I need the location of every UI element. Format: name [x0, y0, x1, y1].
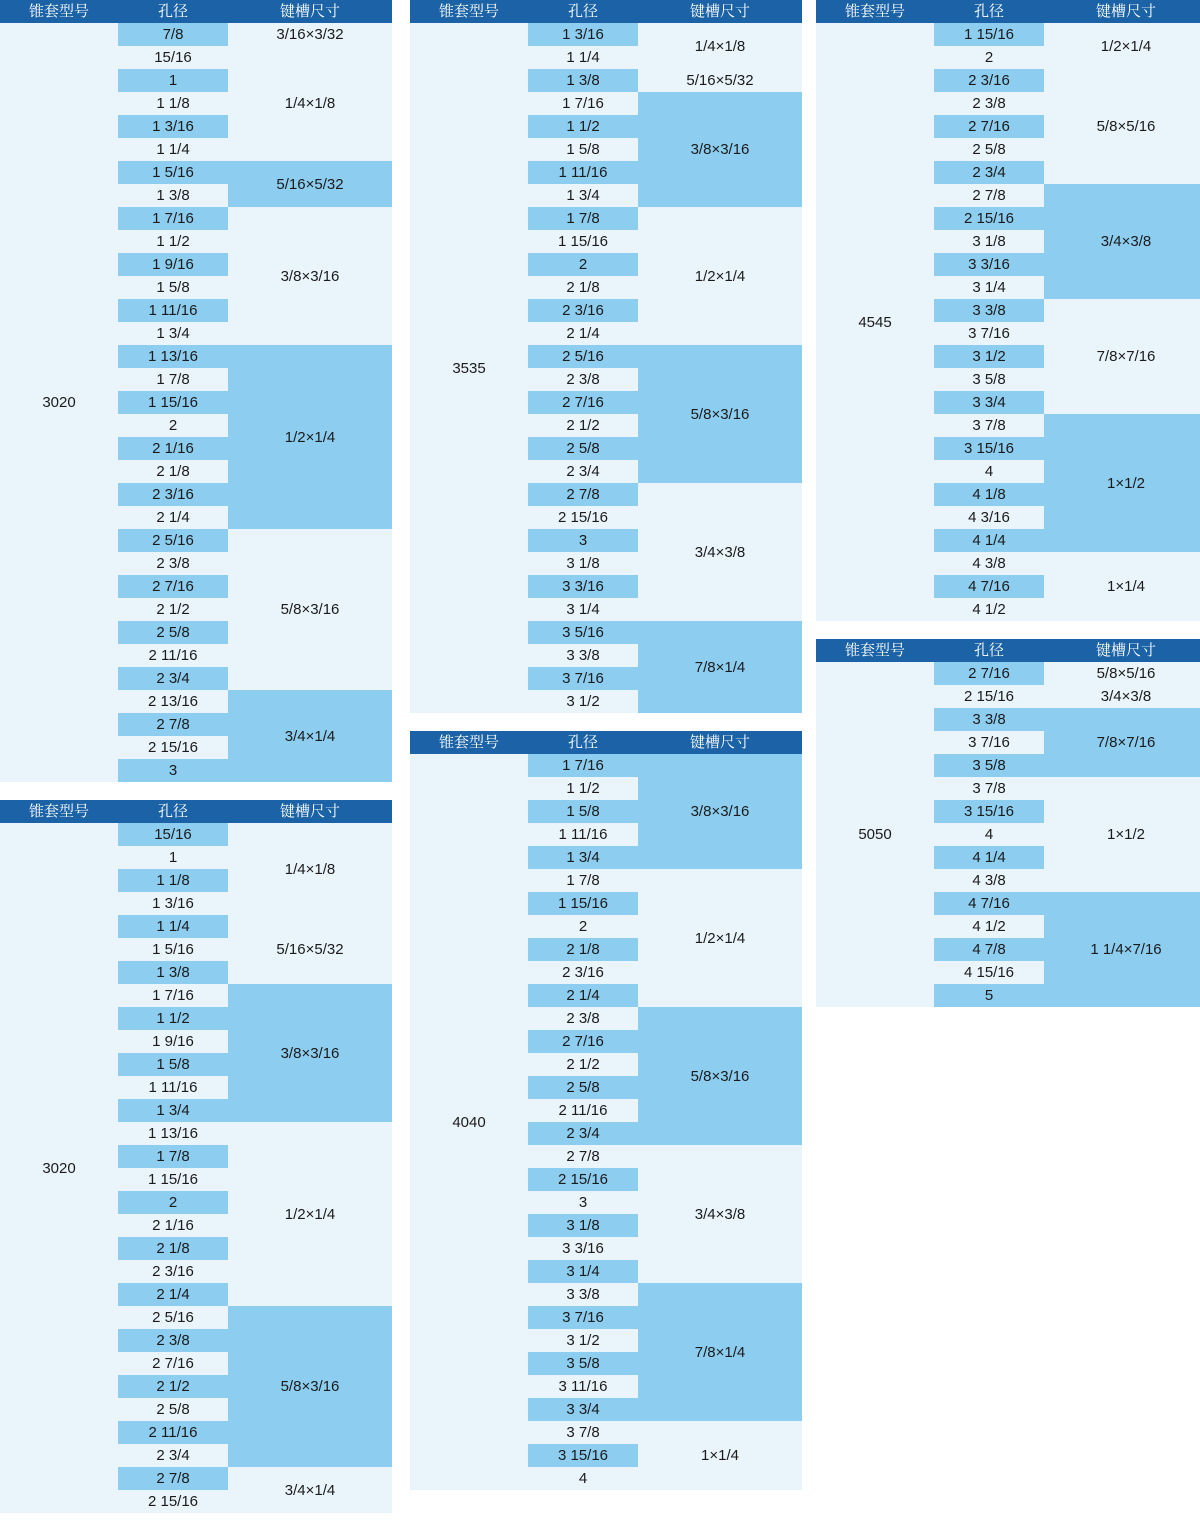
bore-cell: 1 3/4 [528, 184, 638, 207]
bore-cell: 2 3/16 [528, 961, 638, 984]
bore-cell: 2 5/8 [528, 1076, 638, 1099]
bore-cell: 1 9/16 [118, 1030, 228, 1053]
bore-cell: 2 5/8 [528, 437, 638, 460]
bore-cell: 2 1/4 [118, 506, 228, 529]
bore-cell: 2 7/16 [118, 1352, 228, 1375]
bore-cell: 3 7/16 [934, 322, 1044, 345]
bore-cell: 3 3/16 [934, 253, 1044, 276]
keyway-cell: 5/8×3/16 [638, 1007, 802, 1145]
bore-cell: 3 7/16 [934, 731, 1044, 754]
bore-cell: 3 7/8 [934, 777, 1044, 800]
keyway-cell: 1×1/2 [1044, 414, 1200, 552]
table-row [816, 23, 1200, 46]
bore-cell: 3 1/8 [528, 1214, 638, 1237]
keyway-header: 键槽尺寸 [228, 800, 392, 823]
bore-cell: 2 3/4 [118, 1444, 228, 1467]
bore-cell: 3 3/8 [528, 644, 638, 667]
bore-cell: 4 1/2 [934, 915, 1044, 938]
bore-cell: 2 7/8 [528, 483, 638, 506]
bore-cell: 1 5/16 [118, 938, 228, 961]
bore-cell: 2 3/16 [528, 299, 638, 322]
table-column-left [0, 0, 392, 1531]
table-row [816, 662, 1200, 685]
bore-cell: 3 1/2 [528, 1329, 638, 1352]
bore-cell: 1 3/16 [118, 892, 228, 915]
bore-cell: 1 1/8 [118, 869, 228, 892]
bore-cell: 4 1/4 [934, 846, 1044, 869]
bore-cell: 1 5/16 [118, 161, 228, 184]
keyway-cell: 3/4×3/8 [1044, 184, 1200, 299]
keyway-cell: 1×1/4 [638, 1421, 802, 1490]
bore-cell: 2 3/4 [528, 1122, 638, 1145]
bore-cell: 4 3/16 [934, 506, 1044, 529]
bore-cell: 1 1/8 [118, 92, 228, 115]
bore-cell: 2 1/16 [118, 1214, 228, 1237]
bore-cell: 4 [528, 1467, 638, 1490]
keyway-cell: 3/8×3/16 [228, 207, 392, 345]
bore-header: 孔径 [118, 0, 228, 23]
bore-cell: 3 7/8 [934, 414, 1044, 437]
bushing-table-4040 [410, 731, 802, 1490]
bore-cell: 1 13/16 [118, 345, 228, 368]
bore-cell: 3 3/4 [934, 391, 1044, 414]
bore-cell: 3 1/4 [528, 598, 638, 621]
bore-cell: 2 1/8 [118, 460, 228, 483]
bore-cell: 2 5/16 [118, 529, 228, 552]
bore-cell: 3 3/4 [528, 1398, 638, 1421]
bore-header: 孔径 [528, 0, 638, 23]
keyway-cell: 1 1/4×7/16 [1044, 892, 1200, 1007]
keyway-cell: 3/4×1/4 [228, 1467, 392, 1513]
keyway-cell: 1×1/2 [1044, 777, 1200, 892]
bore-cell: 2 [118, 1191, 228, 1214]
keyway-cell: 5/8×3/16 [638, 345, 802, 483]
table-row [410, 23, 802, 46]
bore-cell: 3 7/16 [528, 667, 638, 690]
bore-cell: 3 [528, 1191, 638, 1214]
table-header-row [816, 0, 1200, 23]
bore-cell: 3 7/8 [528, 1421, 638, 1444]
bore-cell: 1 5/8 [528, 138, 638, 161]
bore-cell: 3 15/16 [934, 800, 1044, 823]
bushing-table-4545 [816, 0, 1200, 621]
bore-cell: 2 11/16 [118, 644, 228, 667]
bore-cell: 2 [528, 253, 638, 276]
bore-cell: 2 5/16 [118, 1306, 228, 1329]
bore-cell: 2 3/4 [934, 161, 1044, 184]
bore-cell: 1 5/8 [528, 800, 638, 823]
keyway-cell: 3/16×3/32 [228, 23, 392, 46]
bore-cell: 3 15/16 [528, 1444, 638, 1467]
table-row [0, 823, 392, 846]
keyway-cell: 1/4×1/8 [638, 23, 802, 69]
bore-cell: 2 5/16 [528, 345, 638, 368]
bore-cell: 1 7/16 [118, 984, 228, 1007]
bore-cell: 1 5/8 [118, 276, 228, 299]
bore-cell: 3 1/8 [934, 230, 1044, 253]
bore-cell: 1 11/16 [118, 299, 228, 322]
bushing-table-3020 [0, 0, 392, 782]
bore-cell: 3 1/4 [934, 276, 1044, 299]
table-header-row [816, 639, 1200, 662]
bore-cell: 4 [934, 823, 1044, 846]
bore-cell: 2 1/8 [528, 276, 638, 299]
bore-cell: 2 1/8 [528, 938, 638, 961]
bore-cell: 2 11/16 [528, 1099, 638, 1122]
bore-cell: 3 3/8 [528, 1283, 638, 1306]
keyway-cell: 7/8×1/4 [638, 1283, 802, 1421]
bore-cell: 2 1/2 [528, 1053, 638, 1076]
keyway-cell: 1/2×1/4 [638, 869, 802, 1007]
model-header: 锥套型号 [410, 731, 528, 754]
bore-cell: 1 1/2 [528, 777, 638, 800]
bore-cell: 1 1/2 [528, 115, 638, 138]
bore-cell: 1 15/16 [934, 23, 1044, 46]
keyway-cell: 1/2×1/4 [638, 207, 802, 345]
bore-cell: 2 1/2 [118, 598, 228, 621]
keyway-header: 键槽尺寸 [638, 731, 802, 754]
keyway-cell: 5/16×5/32 [228, 915, 392, 984]
bore-cell: 3 5/8 [934, 368, 1044, 391]
bushing-table-3020 [0, 800, 392, 1513]
bore-cell: 4 7/16 [934, 892, 1044, 915]
keyway-cell: 1/2×1/4 [228, 1122, 392, 1306]
bore-cell: 4 7/16 [934, 575, 1044, 598]
bore-cell: 1 7/16 [528, 92, 638, 115]
table-header-row [410, 0, 802, 23]
bore-cell: 2 13/16 [118, 690, 228, 713]
keyway-cell: 7/8×7/16 [1044, 708, 1200, 777]
bore-cell: 1 15/16 [528, 892, 638, 915]
bore-cell: 2 3/8 [934, 92, 1044, 115]
model-cell: 3535 [410, 23, 528, 713]
bore-cell: 2 3/8 [118, 1329, 228, 1352]
bore-cell: 4 1/2 [934, 598, 1044, 621]
bore-cell: 1 3/4 [118, 1099, 228, 1122]
keyway-cell: 7/8×7/16 [1044, 299, 1200, 414]
keyway-cell: 1/2×1/4 [1044, 23, 1200, 69]
keyway-cell: 3/4×1/4 [228, 690, 392, 782]
bore-cell: 1 3/4 [118, 322, 228, 345]
bore-cell: 1 11/16 [528, 161, 638, 184]
bore-cell: 1 3/8 [118, 961, 228, 984]
table-row [410, 754, 802, 777]
model-header: 锥套型号 [410, 0, 528, 23]
bore-cell: 4 7/8 [934, 938, 1044, 961]
model-cell: 3020 [0, 23, 118, 782]
bore-cell: 1 [118, 846, 228, 869]
bore-cell: 2 5/8 [934, 138, 1044, 161]
bore-cell: 2 3/8 [118, 552, 228, 575]
bore-cell: 2 [934, 46, 1044, 69]
bore-header: 孔径 [528, 731, 638, 754]
bore-cell: 2 1/4 [528, 322, 638, 345]
bore-cell: 2 5/8 [118, 1398, 228, 1421]
bore-cell: 1 3/8 [528, 69, 638, 92]
bore-cell: 2 7/16 [934, 115, 1044, 138]
bore-cell: 2 7/16 [528, 1030, 638, 1053]
bore-cell: 2 [118, 414, 228, 437]
bore-cell: 7/8 [118, 23, 228, 46]
bore-cell: 2 5/8 [118, 621, 228, 644]
keyway-cell: 3/8×3/16 [638, 754, 802, 869]
model-header: 锥套型号 [816, 0, 934, 23]
bore-cell: 2 3/8 [528, 1007, 638, 1030]
keyway-cell: 1×1/4 [1044, 552, 1200, 621]
bore-cell: 2 1/2 [118, 1375, 228, 1398]
keyway-cell: 5/16×5/32 [638, 69, 802, 92]
keyway-header: 键槽尺寸 [1044, 0, 1200, 23]
bore-cell: 2 3/16 [934, 69, 1044, 92]
bore-header: 孔径 [118, 800, 228, 823]
keyway-cell: 5/8×3/16 [228, 1306, 392, 1467]
model-header: 锥套型号 [0, 800, 118, 823]
table-column-middle [410, 0, 796, 1508]
keyway-cell: 3/8×3/16 [638, 92, 802, 207]
bore-cell: 1 7/16 [528, 754, 638, 777]
bore-cell: 1 15/16 [118, 391, 228, 414]
bore-cell: 3 3/8 [934, 299, 1044, 322]
bore-cell: 2 7/16 [528, 391, 638, 414]
bore-cell: 3 15/16 [934, 437, 1044, 460]
bore-cell: 2 1/4 [528, 984, 638, 1007]
bushing-table-3535 [410, 0, 802, 713]
table-header-row [0, 800, 392, 823]
bore-cell: 1 7/8 [118, 1145, 228, 1168]
bore-cell: 2 3/4 [528, 460, 638, 483]
bore-cell: 3 3/16 [528, 575, 638, 598]
keyway-cell: 5/8×5/16 [1044, 69, 1200, 184]
bore-cell: 3 5/8 [528, 1352, 638, 1375]
keyway-cell: 5/16×5/32 [228, 161, 392, 207]
bore-cell: 2 7/8 [528, 1145, 638, 1168]
bore-cell: 2 3/8 [528, 368, 638, 391]
bore-cell: 2 11/16 [118, 1421, 228, 1444]
bore-cell: 2 15/16 [118, 736, 228, 759]
bore-cell: 3 3/16 [528, 1237, 638, 1260]
model-cell: 4545 [816, 23, 934, 621]
model-cell: 3020 [0, 823, 118, 1513]
bore-cell: 4 1/8 [934, 483, 1044, 506]
keyway-cell: 3/4×3/8 [1044, 685, 1200, 708]
bore-cell: 2 15/16 [528, 1168, 638, 1191]
bore-cell: 1 1/2 [118, 230, 228, 253]
bore-cell: 2 1/2 [528, 414, 638, 437]
bore-cell: 3 3/8 [934, 708, 1044, 731]
keyway-cell: 3/4×3/8 [638, 483, 802, 621]
keyway-cell: 3/8×3/16 [228, 984, 392, 1122]
bore-cell: 4 15/16 [934, 961, 1044, 984]
keyway-header: 键槽尺寸 [638, 0, 802, 23]
bore-cell: 2 15/16 [528, 506, 638, 529]
table-header-row [0, 0, 392, 23]
bore-header: 孔径 [934, 0, 1044, 23]
bore-cell: 2 7/16 [934, 662, 1044, 685]
keyway-cell: 1/4×1/8 [228, 46, 392, 161]
bore-cell: 1 15/16 [528, 230, 638, 253]
bore-cell: 2 7/16 [118, 575, 228, 598]
bore-cell: 3 5/8 [934, 754, 1044, 777]
bore-cell: 1 5/8 [118, 1053, 228, 1076]
bore-cell: 2 1/16 [118, 437, 228, 460]
table-row [0, 23, 392, 46]
bore-cell: 2 3/16 [118, 483, 228, 506]
bore-cell: 1 3/8 [118, 184, 228, 207]
bore-cell: 1 7/8 [528, 869, 638, 892]
model-header: 锥套型号 [0, 0, 118, 23]
bore-cell: 15/16 [118, 823, 228, 846]
bore-cell: 1 15/16 [118, 1168, 228, 1191]
bore-cell: 1 3/16 [118, 115, 228, 138]
bore-cell: 5 [934, 984, 1044, 1007]
bore-cell: 1 1/4 [118, 138, 228, 161]
table-column-right [816, 0, 1200, 1025]
bore-cell: 1 3/4 [528, 846, 638, 869]
bore-cell: 1 [118, 69, 228, 92]
bore-cell: 1 11/16 [528, 823, 638, 846]
bore-cell: 1 1/2 [118, 1007, 228, 1030]
bore-cell: 2 15/16 [118, 1490, 228, 1513]
bore-cell: 3 1/4 [528, 1260, 638, 1283]
model-header: 锥套型号 [816, 639, 934, 662]
bore-cell: 2 [528, 915, 638, 938]
bore-cell: 3 [528, 529, 638, 552]
bore-cell: 3 7/16 [528, 1306, 638, 1329]
bore-cell: 3 11/16 [528, 1375, 638, 1398]
bore-cell: 2 7/8 [118, 1467, 228, 1490]
bore-cell: 3 1/8 [528, 552, 638, 575]
bore-cell: 2 3/16 [118, 1260, 228, 1283]
bore-cell: 15/16 [118, 46, 228, 69]
bore-cell: 2 1/8 [118, 1237, 228, 1260]
keyway-header: 键槽尺寸 [228, 0, 392, 23]
bore-cell: 1 13/16 [118, 1122, 228, 1145]
bore-cell: 3 [118, 759, 228, 782]
bore-cell: 2 1/4 [118, 1283, 228, 1306]
keyway-cell: 1/2×1/4 [228, 345, 392, 529]
bushing-table-5050 [816, 639, 1200, 1007]
bore-cell: 1 7/8 [118, 368, 228, 391]
bore-cell: 3 5/16 [528, 621, 638, 644]
keyway-cell: 5/8×3/16 [228, 529, 392, 690]
keyway-cell: 7/8×1/4 [638, 621, 802, 713]
bore-cell: 1 7/8 [528, 207, 638, 230]
keyway-cell: 1/4×1/8 [228, 823, 392, 915]
bore-cell: 2 15/16 [934, 685, 1044, 708]
bore-cell: 4 3/8 [934, 869, 1044, 892]
bore-cell: 1 1/4 [528, 46, 638, 69]
bore-header: 孔径 [934, 639, 1044, 662]
bore-cell: 4 1/4 [934, 529, 1044, 552]
bore-cell: 1 7/16 [118, 207, 228, 230]
model-cell: 5050 [816, 662, 934, 1007]
bore-cell: 3 1/2 [528, 690, 638, 713]
bore-cell: 2 7/8 [934, 184, 1044, 207]
model-cell: 4040 [410, 754, 528, 1490]
bore-cell: 2 3/4 [118, 667, 228, 690]
bore-cell: 2 15/16 [934, 207, 1044, 230]
bore-cell: 2 7/8 [118, 713, 228, 736]
keyway-header: 键槽尺寸 [1044, 639, 1200, 662]
bore-cell: 1 9/16 [118, 253, 228, 276]
bore-cell: 3 1/2 [934, 345, 1044, 368]
bore-cell: 1 3/16 [528, 23, 638, 46]
bore-cell: 4 [934, 460, 1044, 483]
table-header-row [410, 731, 802, 754]
bore-cell: 4 3/8 [934, 552, 1044, 575]
bore-cell: 1 1/4 [118, 915, 228, 938]
bore-cell: 1 11/16 [118, 1076, 228, 1099]
keyway-cell: 3/4×3/8 [638, 1145, 802, 1283]
keyway-cell: 5/8×5/16 [1044, 662, 1200, 685]
